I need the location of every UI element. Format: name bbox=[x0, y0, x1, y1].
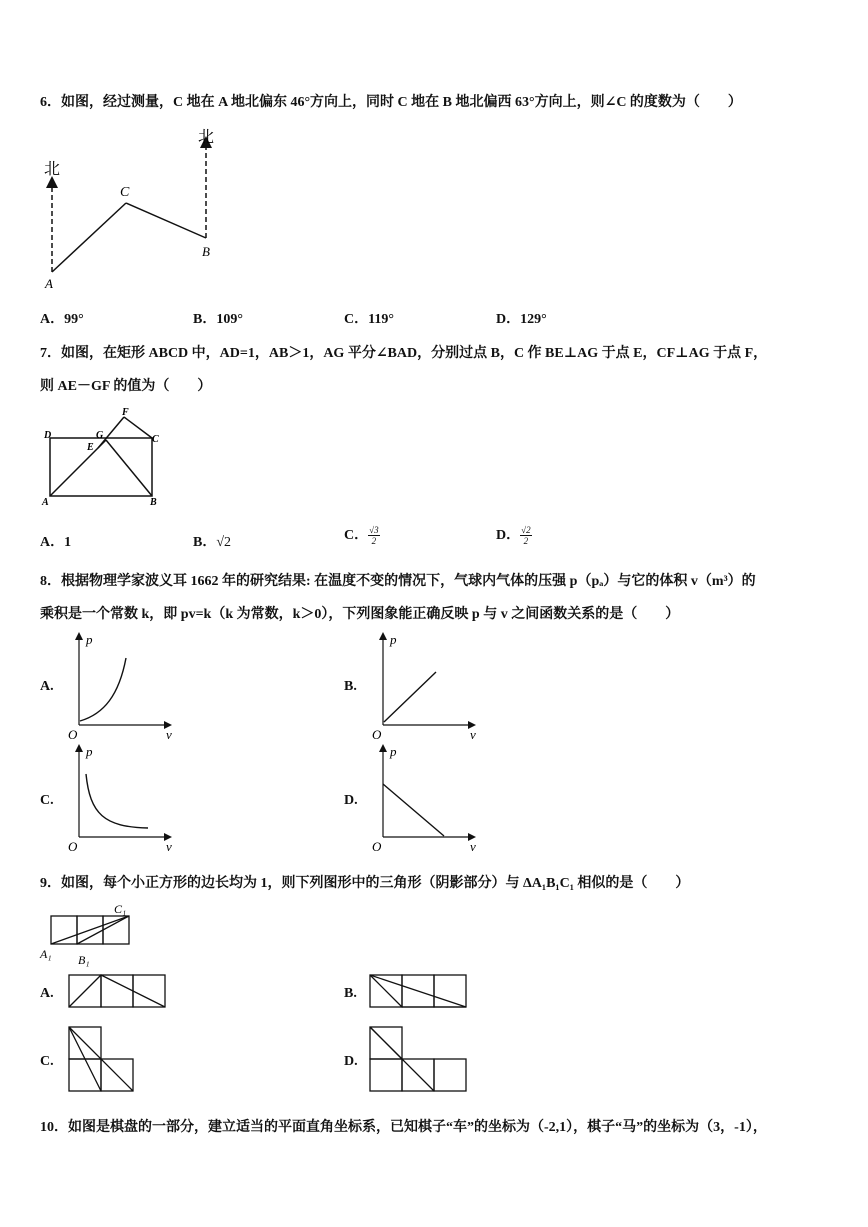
q8-option-c[interactable]: C. bbox=[40, 793, 54, 808]
point-a: A bbox=[45, 276, 53, 291]
point-c: C bbox=[120, 185, 130, 200]
q9-option-b[interactable]: B. bbox=[344, 986, 357, 1001]
svg-text:B₁: B₁ bbox=[78, 953, 90, 967]
q7-text-2: 则 AE－GF 的值为（ ） bbox=[40, 379, 212, 394]
q8-graph-a bbox=[64, 630, 179, 742]
point-g: G bbox=[96, 430, 104, 441]
svg-text:C₁: C₁ bbox=[114, 902, 127, 916]
q9-figure-a bbox=[68, 974, 170, 1010]
q10-text: 10．如图是棋盘的一部分，建立适当的平面直角坐标系，已知棋子“车”的坐标为（-2,1），棋子“马”的坐标为（3，-1）， bbox=[40, 1120, 767, 1135]
svg-text:v: v bbox=[166, 839, 172, 854]
q6-text: 6．如图，经过测量，C 地在 A 地北偏东 46°方向上，同时 C 地在 B 地北偏西 63°方向上，则∠C 的度数为（ ） bbox=[40, 95, 742, 110]
q8-graph-b bbox=[368, 630, 483, 742]
q8-text-2: 乘积是一个常数 k，即 pv=k（k 为常数，k＞0），下列图象能正确反映 p 与 v 之间函数关系的是（ ） bbox=[40, 607, 680, 622]
point-a: A bbox=[42, 497, 49, 508]
q8-option-b[interactable]: B. bbox=[344, 679, 357, 694]
svg-text:O: O bbox=[68, 727, 78, 742]
q9-text: 9．如图，每个小正方形的边长均为 1，则下列图形中的三角形（阴影部分）与 ΔA₁B₁C₁ 相似的是（ ） bbox=[40, 876, 690, 891]
q8-graph-c bbox=[64, 742, 179, 854]
svg-text:p: p bbox=[390, 744, 397, 759]
point-d: D bbox=[44, 430, 52, 441]
q6-option-b[interactable]: B．109° bbox=[193, 312, 243, 327]
svg-text:v: v bbox=[470, 839, 476, 854]
svg-text:p: p bbox=[86, 632, 93, 647]
q7-option-a[interactable]: A．1 bbox=[40, 535, 72, 550]
q6-option-a[interactable]: A．99° bbox=[40, 312, 84, 327]
q8-graph-d bbox=[368, 742, 483, 854]
q8-option-a[interactable]: A. bbox=[40, 679, 54, 694]
q7-option-c[interactable]: C． $\frac{√3}{2}$ bbox=[344, 525, 379, 547]
q6-figure bbox=[38, 120, 228, 292]
north-label-1: 北 bbox=[44, 161, 61, 178]
q8-text-1: 8．根据物理学家波义耳 1662 年的研究结果: 在温度不变的情况下，气球内气体的压强 p（pₐ）与它的体积 v（m³）的 bbox=[40, 574, 756, 589]
q9-figure-c bbox=[68, 1026, 138, 1094]
svg-text:v: v bbox=[166, 727, 172, 742]
q7-text-1: 7．如图，在矩形 ABCD 中，AD=1，AB＞1，AG 平分∠BAD，分别过点 B，C 作 BE⊥AG 于点 E，CF⊥AG 于点 F， bbox=[40, 346, 768, 361]
svg-text:p: p bbox=[390, 632, 397, 647]
q8-option-d[interactable]: D. bbox=[344, 793, 358, 808]
q7-option-d[interactable]: D． $\frac{√2}{2}$ bbox=[496, 525, 531, 547]
q9-figure-b bbox=[369, 974, 471, 1010]
svg-text:p: p bbox=[86, 744, 93, 759]
q9-figure-d bbox=[369, 1026, 471, 1094]
svg-text:O: O bbox=[68, 839, 78, 854]
svg-text:v: v bbox=[470, 727, 476, 742]
q9-option-a[interactable]: A. bbox=[40, 986, 54, 1001]
svg-text:O: O bbox=[372, 727, 382, 742]
q9-option-d[interactable]: D. bbox=[344, 1054, 358, 1069]
q7-option-b[interactable]: B．√2 bbox=[193, 535, 232, 550]
point-b: B bbox=[202, 244, 210, 259]
q9-reference-figure bbox=[38, 900, 138, 968]
svg-text:O: O bbox=[372, 839, 382, 854]
point-e: E bbox=[87, 442, 94, 453]
point-f: F bbox=[122, 407, 129, 418]
q7-figure bbox=[38, 404, 168, 510]
q6-option-c[interactable]: C．119° bbox=[344, 312, 394, 327]
point-c: C bbox=[152, 434, 159, 445]
q6-option-d[interactable]: D．129° bbox=[496, 312, 547, 327]
q9-option-c[interactable]: C. bbox=[40, 1054, 54, 1069]
svg-text:A₁: A₁ bbox=[40, 947, 52, 961]
point-b: B bbox=[150, 497, 157, 508]
north-label-2: 北 bbox=[198, 129, 215, 146]
